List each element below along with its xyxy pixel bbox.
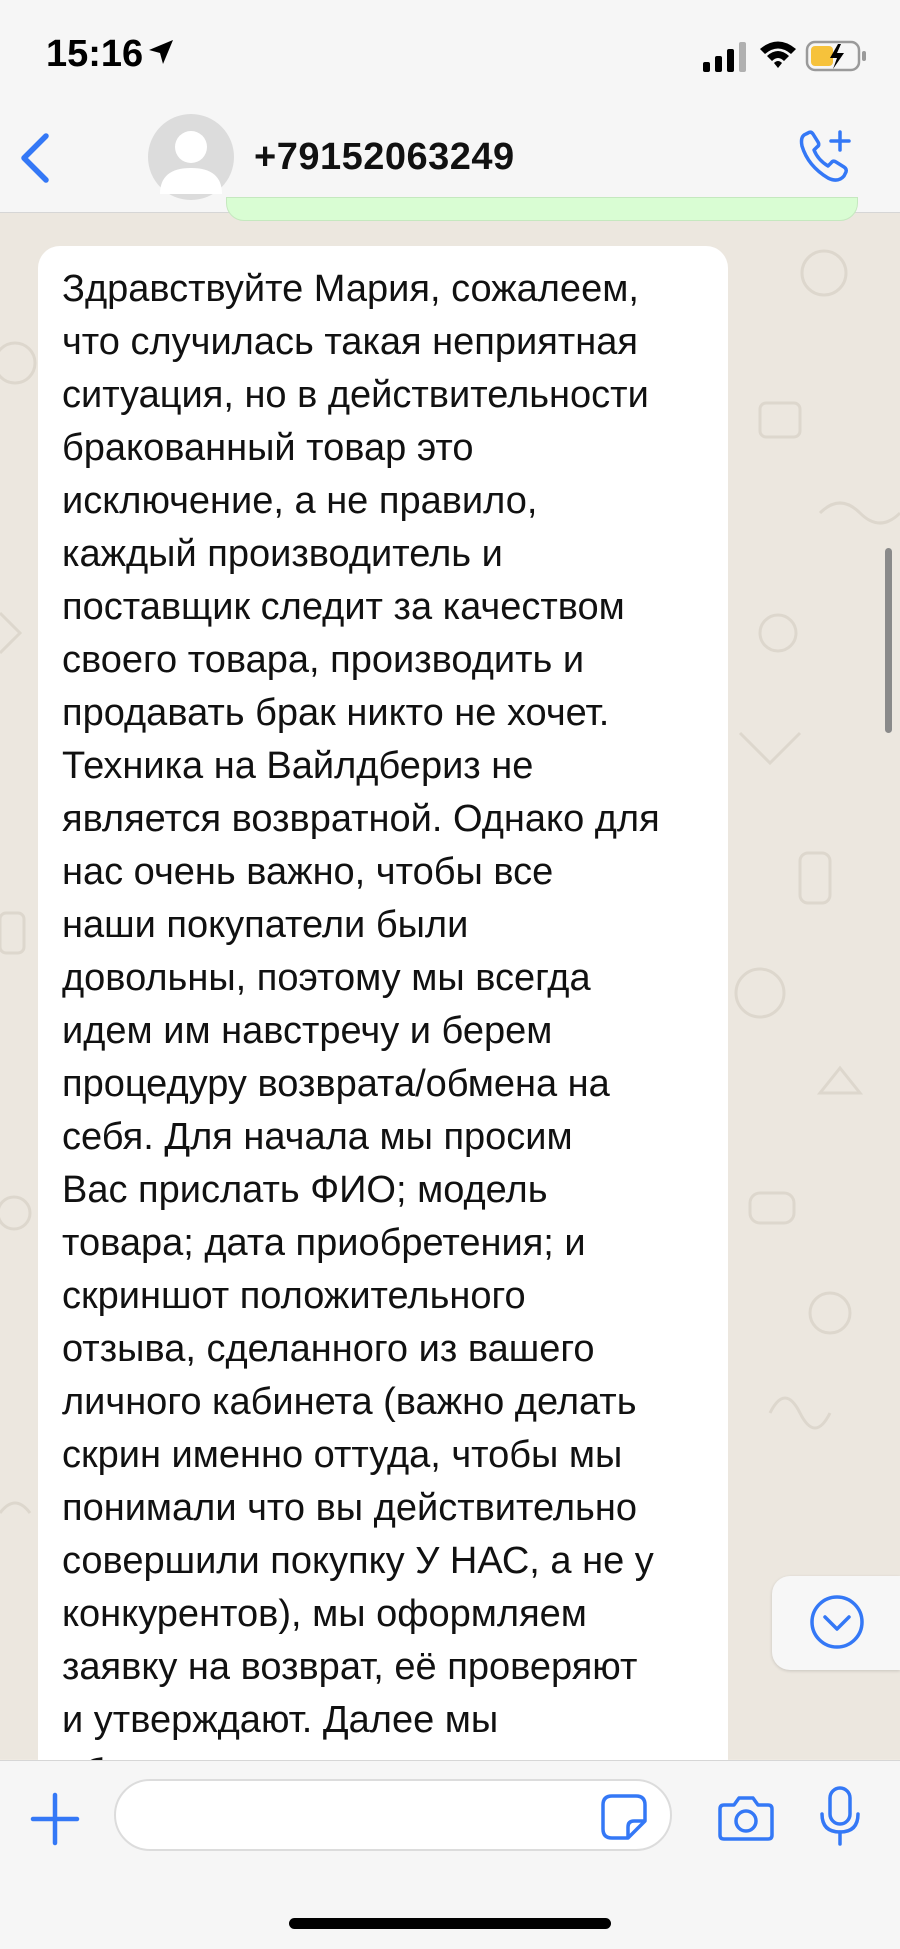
contact-name[interactable]: +79152063249 <box>254 136 515 178</box>
message-text: Здравствуйте Мария, сожалеем, что случилась такая неприятная ситуация, но в действительности бракованный товар это исключение, а не правило, каждый производитель и поставщик следит за качеством своего товара, производить и продавать брак никто не хочет. Техника на Вайлдбериз не является возвратной. Однако для нас очень важно, чтобы все наши покупатели были довольны, поэтому мы всегда идем им навстречу и берем процедуру возврата/обмена на себя. Для начала мы просим Вас прислать ФИО; модель товара; дата приобретения; и скриншот положительного отзыва, сделанного из вашего личного кабинета (важно делать скрин именно оттуда, чтобы мы понимали что вы действительно совершили покупку У НАС, а не у конкурентов), мы оформляем заявку на возврат, её проверяют и утверждают. Далее мы <box>62 268 660 1741</box>
chevron-down-circle-icon <box>808 1593 866 1651</box>
camera-icon[interactable] <box>718 1793 774 1843</box>
back-chevron-icon[interactable] <box>16 132 56 184</box>
message-input-container[interactable] <box>114 1779 672 1851</box>
home-indicator[interactable] <box>289 1918 611 1929</box>
chat-area[interactable] <box>0 213 900 1759</box>
composer-bar <box>0 1760 900 1949</box>
scroll-to-bottom-button[interactable] <box>772 1576 900 1670</box>
avatar[interactable] <box>148 114 234 200</box>
microphone-icon[interactable] <box>818 1786 862 1848</box>
status-time: 15:16 <box>46 33 144 75</box>
location-arrow-icon <box>146 37 176 67</box>
battery-charging-icon <box>806 40 868 72</box>
add-call-icon[interactable] <box>796 126 856 186</box>
wifi-icon <box>758 38 798 70</box>
previous-outgoing-message <box>226 197 858 221</box>
plus-icon[interactable] <box>30 1791 80 1847</box>
sticker-icon[interactable] <box>600 1793 648 1841</box>
top-bar <box>0 0 900 213</box>
cellular-signal-icon <box>703 42 747 72</box>
scroll-indicator[interactable] <box>885 548 892 733</box>
default-avatar-icon <box>148 114 234 200</box>
message-input[interactable] <box>140 1781 604 1851</box>
